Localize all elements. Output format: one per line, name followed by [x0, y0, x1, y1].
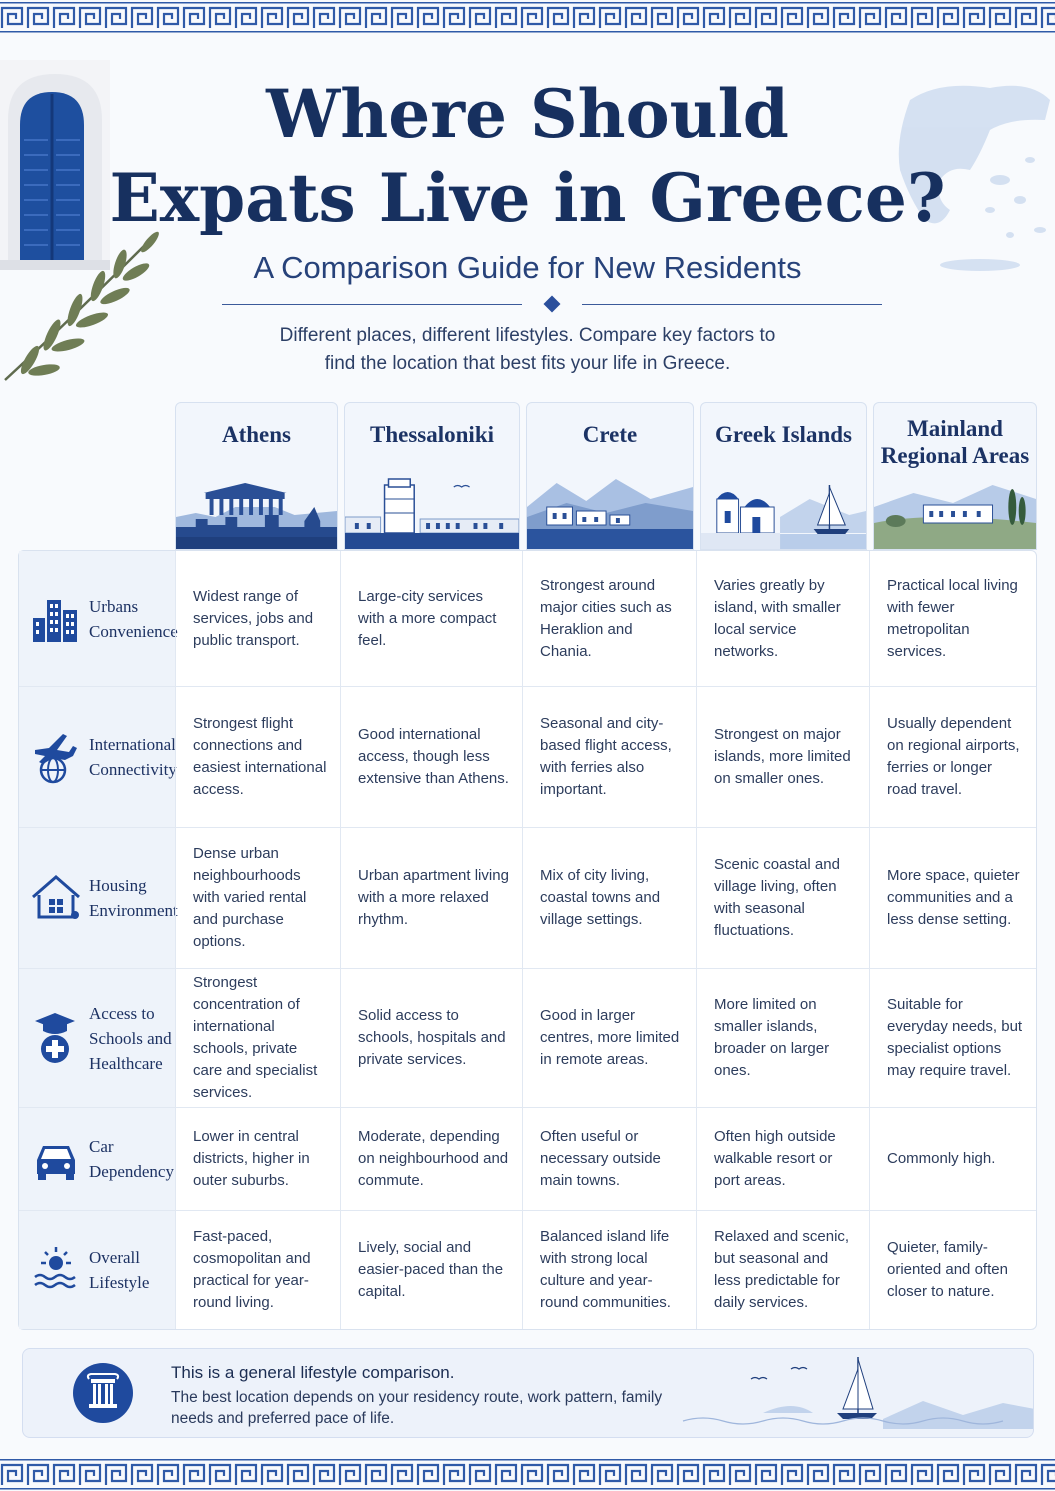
plane-globe-icon: [29, 730, 83, 784]
sun-waves-icon: [29, 1243, 83, 1297]
intro-line-1: Different places, different lifestyles. Compare key factors to: [279, 325, 776, 346]
column-title: Athens: [221, 422, 291, 447]
table-cell: Widest range of services, jobs and public transport.: [175, 551, 340, 686]
row-label-line: International: [89, 735, 176, 754]
row-label-text: [89, 873, 178, 923]
title-line-2: Expats Live in Greece?: [109, 159, 946, 237]
table-cell: Strongest around major cities such as Heraklion and Chania.: [522, 551, 696, 686]
table-cell: Suitable for everyday needs, but specialist options may require travel.: [869, 969, 1036, 1107]
table-cell: More space, quieter communities and a less dense setting.: [869, 828, 1036, 968]
column-header-athens: [175, 402, 338, 550]
table-cell: Solid access to schools, hospitals and private services.: [340, 969, 522, 1107]
title-line-1: Where Should: [266, 75, 789, 153]
row-label-line: Dependency: [89, 1162, 174, 1181]
column-header-greek-islands: [700, 402, 867, 550]
table-row-car-dependency: [19, 1108, 1036, 1211]
table-cell: Strongest flight connections and easiest international access.: [175, 687, 340, 827]
table-cell: Often useful or necessary outside main towns.: [522, 1108, 696, 1210]
house-icon: [29, 871, 83, 925]
top-meander-border: [0, 0, 1055, 34]
note-heading: This is a general lifestyle comparison.: [171, 1363, 455, 1382]
column-header-thessaloniki: [344, 402, 520, 550]
table-cell: Dense urban neighbourhoods with varied rental and purchase options.: [175, 828, 340, 968]
car-icon: [29, 1132, 83, 1186]
row-label-line: Connectivity: [89, 760, 177, 779]
bottom-meander-border: [0, 1457, 1055, 1491]
row-label-line: Lifestyle: [89, 1273, 150, 1292]
column-title: Greek Islands: [715, 422, 852, 447]
row-label: [19, 551, 178, 686]
row-label: [19, 828, 178, 968]
row-label: [19, 969, 175, 1107]
table-row-overall-lifestyle: [19, 1211, 1036, 1329]
table-cell: More limited on smaller islands, broader on larger ones.: [696, 969, 869, 1107]
row-label: [19, 687, 175, 827]
row-label-line: Healthcare: [89, 1053, 163, 1073]
row-label-line: Car: [89, 1137, 114, 1156]
sailboat-seascape-icon: [673, 1349, 1034, 1438]
page-title: [0, 72, 1055, 240]
crete-mountains-scene-icon: [527, 477, 693, 549]
graduation-medical-icon: [29, 998, 83, 1078]
row-label-line: Urbans: [89, 596, 139, 616]
table-row-housing-environment: [19, 828, 1036, 969]
row-label-text: [89, 1134, 174, 1184]
column-title-line-1: Mainland: [907, 416, 1003, 441]
table-row-urban-convenience: [19, 551, 1036, 687]
column-icon: [73, 1363, 133, 1423]
row-label-line: Convenience: [89, 621, 178, 641]
row-label-line: Environment: [89, 901, 178, 920]
hills-cypress-scene-icon: [874, 477, 1036, 549]
row-label-text: [89, 594, 178, 644]
table-cell: Good international access, though less extensive than Athens.: [340, 687, 522, 827]
row-label-text: [89, 1001, 172, 1076]
table-cell: Usually dependent on regional airports, ferries or longer road travel.: [869, 687, 1036, 827]
intro-text: [0, 322, 1055, 378]
table-cell: Large-city services with a more compact feel.: [340, 551, 522, 686]
column-header-mainland-regional-areas: [873, 402, 1037, 550]
table-cell: Lower in central districts, higher in outer suburbs.: [175, 1108, 340, 1210]
column-title: Thessaloniki: [370, 422, 494, 447]
table-cell: Often high outside walkable resort or port areas.: [696, 1108, 869, 1210]
table-cell: Relaxed and scenic, but seasonal and less predictable for daily services.: [696, 1211, 869, 1329]
table-cell: Fast-paced, cosmopolitan and practical for year-round living.: [175, 1211, 340, 1329]
row-label-line: Schools and: [89, 1028, 172, 1048]
acropolis-scene-icon: [176, 477, 337, 549]
table-cell: Strongest concentration of international schools, private care and specialist services.: [175, 969, 340, 1107]
row-label-text: [89, 1245, 149, 1295]
table-cell: Practical local living with fewer metropolitan services.: [869, 551, 1036, 686]
table-cell: Good in larger centres, more limited in remote areas.: [522, 969, 696, 1107]
table-cell: Mix of city living, coastal towns and village settings.: [522, 828, 696, 968]
table-cell: Lively, social and easier-paced than the capital.: [340, 1211, 522, 1329]
column-title: [874, 415, 1036, 469]
row-label-line: Overall: [89, 1248, 140, 1267]
row-label-line: Access to: [89, 1003, 155, 1023]
page-subtitle: A Comparison Guide for New Residents: [253, 250, 802, 285]
comparison-table: [18, 550, 1037, 1330]
buildings-icon: [29, 592, 83, 646]
row-label-text: [89, 732, 177, 782]
table-cell: Varies greatly by island, with smaller local service networks.: [696, 551, 869, 686]
table-row-international-connectivity: [19, 687, 1036, 828]
title-divider: [222, 296, 882, 312]
table-cell: Scenic coastal and village living, often with seasonal fluctuations.: [696, 828, 869, 968]
column-title-line-2: Regional Areas: [880, 443, 1030, 468]
column-title: Crete: [582, 422, 638, 447]
intro-line-2: find the location that best fits your life in Greece.: [324, 353, 731, 374]
table-cell: Commonly high.: [869, 1108, 1036, 1210]
table-cell: Urban apartment living with a more relaxed rhythm.: [340, 828, 522, 968]
table-cell: Quieter, family-oriented and often closer to nature.: [869, 1211, 1036, 1329]
row-label: [19, 1211, 175, 1329]
table-row-schools-healthcare: [19, 969, 1036, 1108]
disclaimer-note: [22, 1348, 1034, 1438]
column-header-crete: [526, 402, 694, 550]
table-cell: Seasonal and city-based flight access, with ferries also important.: [522, 687, 696, 827]
church-sailboat-scene-icon: [701, 477, 866, 549]
diamond-icon: [544, 296, 561, 313]
white-tower-scene-icon: [345, 477, 519, 549]
table-cell: Balanced island life with strong local culture and year-round communities.: [522, 1211, 696, 1329]
row-label-line: Housing: [89, 876, 147, 895]
row-label: [19, 1108, 175, 1210]
table-cell: Moderate, depending on neighbourhood and commute.: [340, 1108, 522, 1210]
note-body: The best location depends on your residency route, work pattern, family needs and preferred pace of life.: [171, 1389, 663, 1427]
table-cell: Strongest on major islands, more limited on smaller ones.: [696, 687, 869, 827]
